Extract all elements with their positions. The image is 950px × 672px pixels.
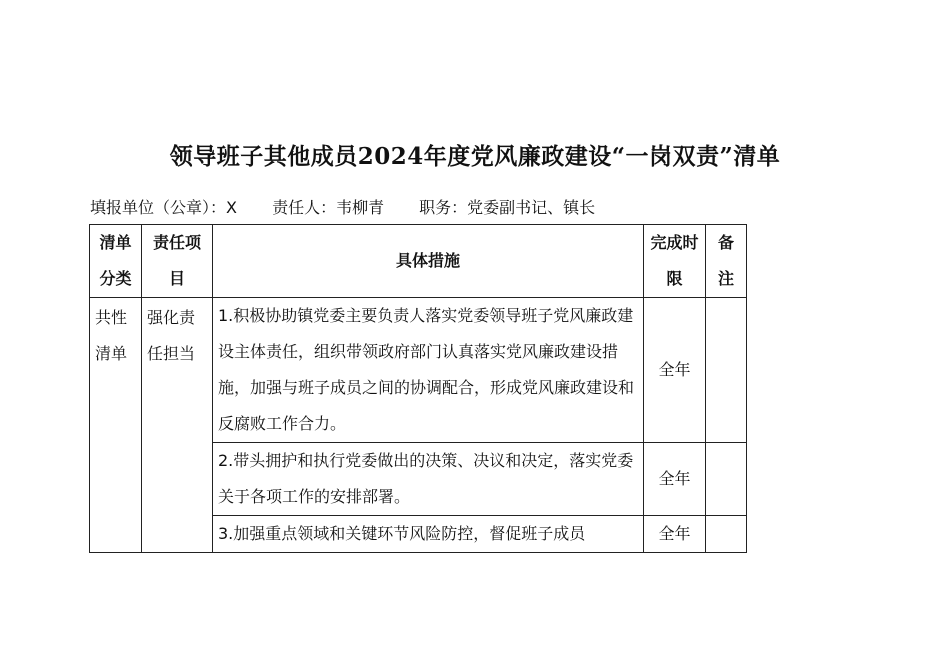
note-cell xyxy=(706,516,747,553)
filing-unit: 填报单位（公章）：X xyxy=(90,198,237,217)
deadline-cell: 全年 xyxy=(644,516,706,553)
header-deadline: 完成时限 xyxy=(644,225,706,298)
deadline-cell: 全年 xyxy=(644,298,706,443)
header-measures: 具体措施 xyxy=(213,225,644,298)
header-note: 备注 xyxy=(706,225,747,298)
info-line xyxy=(90,195,595,218)
deadline-cell: 全年 xyxy=(644,443,706,516)
responsibility-table xyxy=(89,224,747,553)
item-cell: 强化责任担当 xyxy=(142,298,213,553)
note-cell xyxy=(706,298,747,443)
table-row xyxy=(90,298,747,443)
category-cell: 共性清单 xyxy=(90,298,142,553)
measure-cell xyxy=(213,516,644,553)
document-title: 领导班子其他成员2024年度党风廉政建设“一岗双责”清单 xyxy=(169,143,781,170)
measure-cell: 2.带头拥护和执行党委做出的决策、决议和决定，落实党委关于各项工作的安排部署。 xyxy=(213,443,644,516)
measure-text: 3.加强重点领域和关键环节风险防控，督促班子成员 xyxy=(218,524,586,543)
responsible-person: 责任人：韦柳青 xyxy=(272,198,385,217)
note-cell xyxy=(706,443,747,516)
header-category: 清单分类 xyxy=(90,225,142,298)
position: 职务：党委副书记、镇长 xyxy=(419,198,596,217)
header-item: 责任项目 xyxy=(142,225,213,298)
table-header-row xyxy=(90,225,747,298)
measure-cell: 1.积极协助镇党委主要负责人落实党委领导班子党风廉政建设主体责任，组织带领政府部门认真落实党风廉政建设措施，加强与班子成员之间的协调配合，形成党风廉政建设和反腐败工作合力。 xyxy=(213,298,644,443)
